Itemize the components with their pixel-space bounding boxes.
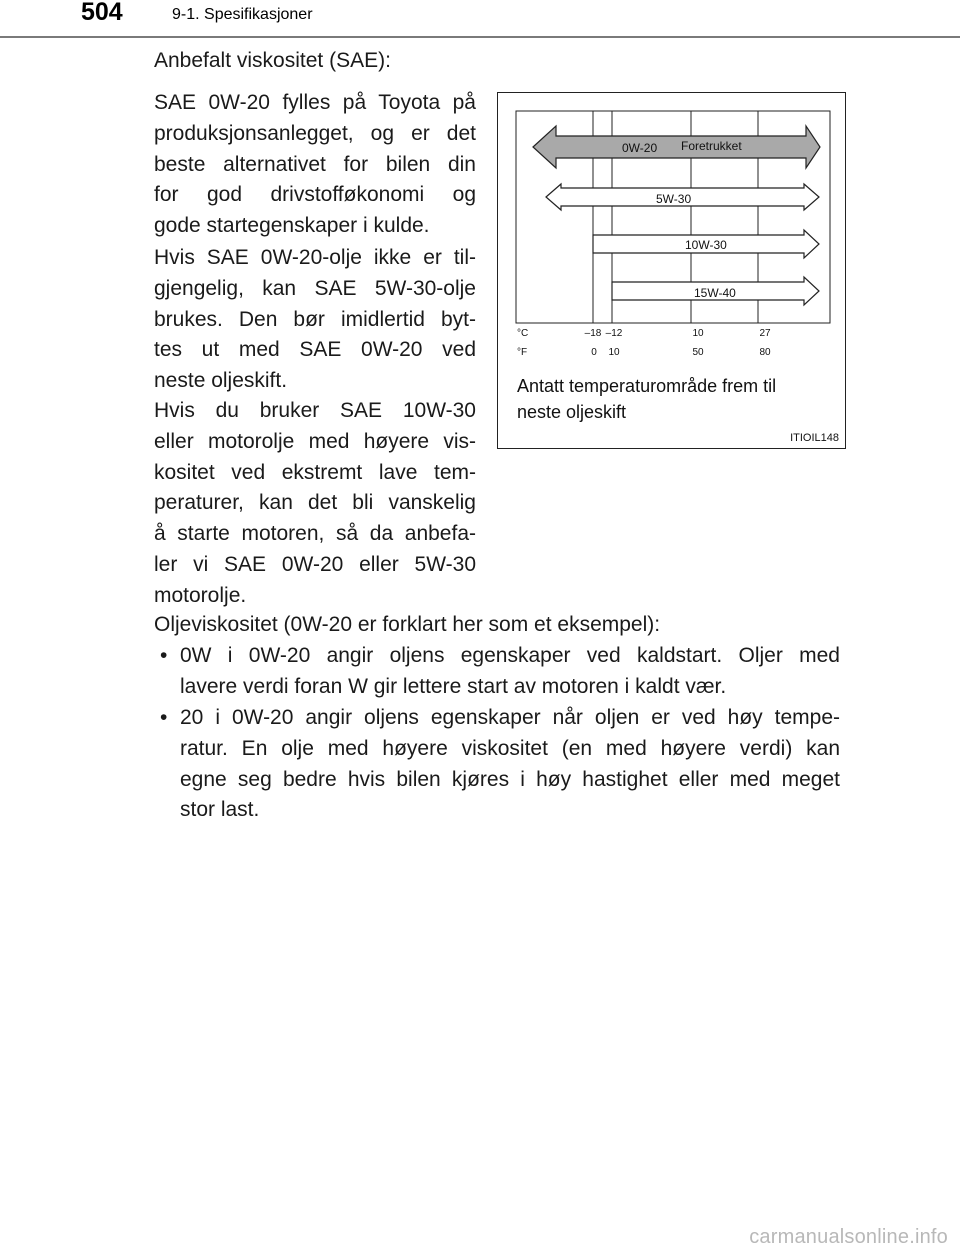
bullet-dot: • xyxy=(160,706,168,729)
figure-caption xyxy=(517,373,837,425)
section-title: 9-1. Spesifikasjoner xyxy=(172,6,313,23)
celsius-tick: –18 xyxy=(584,328,602,339)
paragraph-line: å starte motoren, så da anbefa- xyxy=(154,522,476,546)
celsius-unit: °C xyxy=(517,328,529,339)
recommended-viscosity-heading: Anbefalt viskositet (SAE): xyxy=(154,49,391,72)
paragraph-line: motorolje. xyxy=(154,583,247,607)
header-rule xyxy=(0,36,960,38)
bullet-line: lavere verdi foran W gir lettere start av motoren i kaldt vær. xyxy=(180,674,727,698)
bullet-text xyxy=(180,641,840,703)
paragraph-line: for god drivstofføkonomi og xyxy=(154,183,476,207)
fahrenheit-tick: 10 xyxy=(608,347,620,358)
fahrenheit-tick: 80 xyxy=(759,347,771,358)
watermark: carmanualsonline.info xyxy=(749,1226,948,1248)
paragraph-line: beste alternativet for bilen din xyxy=(154,152,476,176)
label-preferred: Foretrukket xyxy=(681,139,742,153)
bullet-line: stor last. xyxy=(180,798,260,822)
label-0w20: 0W-20 xyxy=(622,141,658,155)
bullet-line: 0W i 0W-20 angir oljens egenskaper ved kaldstart. Oljer med xyxy=(180,644,840,667)
caption-line: Antatt temperaturområde frem til xyxy=(517,376,777,396)
bullet-line: egne seg bedre hvis bilen kjøres i høy hastighet eller med meget xyxy=(180,767,840,791)
bullet-cold-start xyxy=(154,641,840,703)
paragraph-cold-start-warning xyxy=(154,396,476,612)
oil-viscosity-figure xyxy=(497,92,846,449)
celsius-tick: 10 xyxy=(692,328,704,339)
bullet-line: 20 i 0W-20 angir oljens egenskaper når oljen er ved høy tempe- xyxy=(180,706,840,729)
label-5w30: 5W-30 xyxy=(656,192,692,206)
bullet-text xyxy=(180,703,840,826)
celsius-tick: 27 xyxy=(759,328,771,339)
paragraph-line: SAE 0W-20 fylles på Toyota på xyxy=(154,91,476,114)
page-header xyxy=(0,0,960,40)
paragraph-line: neste oljeskift. xyxy=(154,369,288,393)
celsius-tick: –12 xyxy=(605,328,623,339)
caption-line: neste oljeskift xyxy=(517,402,627,422)
bullet-high-temp xyxy=(154,703,840,827)
label-10w30: 10W-30 xyxy=(685,238,727,252)
label-15w40: 15W-40 xyxy=(694,286,736,300)
arrow-0w20 xyxy=(533,126,820,168)
figure-code: ITIOIL148 xyxy=(790,432,839,444)
paragraph-line: kositet ved ekstremt lave tem- xyxy=(154,460,476,484)
paragraph-line: eller motorolje med høyere vis- xyxy=(154,429,476,453)
fahrenheit-unit: °F xyxy=(517,347,528,358)
paragraph-line: gode startegenskaper i kulde. xyxy=(154,214,430,238)
paragraph-line: gjengelig, kan SAE 5W-30-olje xyxy=(154,276,476,300)
paragraph-line: peraturer, kan det bli vanskelig xyxy=(154,491,476,515)
paragraph-line: Hvis du bruker SAE 10W-30 xyxy=(154,399,476,422)
viscosity-intro: Oljeviskositet (0W-20 er forklart her som et eksempel): xyxy=(154,613,661,636)
bullet-dot: • xyxy=(160,644,168,667)
page-number: 504 xyxy=(81,0,123,26)
paragraph-line: produksjonsanlegget, og er det xyxy=(154,121,476,145)
fahrenheit-tick: 0 xyxy=(591,347,597,358)
fahrenheit-tick: 50 xyxy=(692,347,704,358)
paragraph-line: tes ut med SAE 0W-20 ved xyxy=(154,338,476,362)
paragraph-line: brukes. Den bør imidlertid byt- xyxy=(154,307,476,331)
paragraph-line: ler vi SAE 0W-20 eller 5W-30 xyxy=(154,552,476,576)
paragraph-factory-fill xyxy=(154,88,476,242)
paragraph-line: Hvis SAE 0W-20-olje ikke er til- xyxy=(154,246,476,269)
bullet-line: ratur. En olje med høyere viskositet (en med høyere verdi) kan xyxy=(180,736,840,760)
paragraph-alternative-oil xyxy=(154,243,476,397)
